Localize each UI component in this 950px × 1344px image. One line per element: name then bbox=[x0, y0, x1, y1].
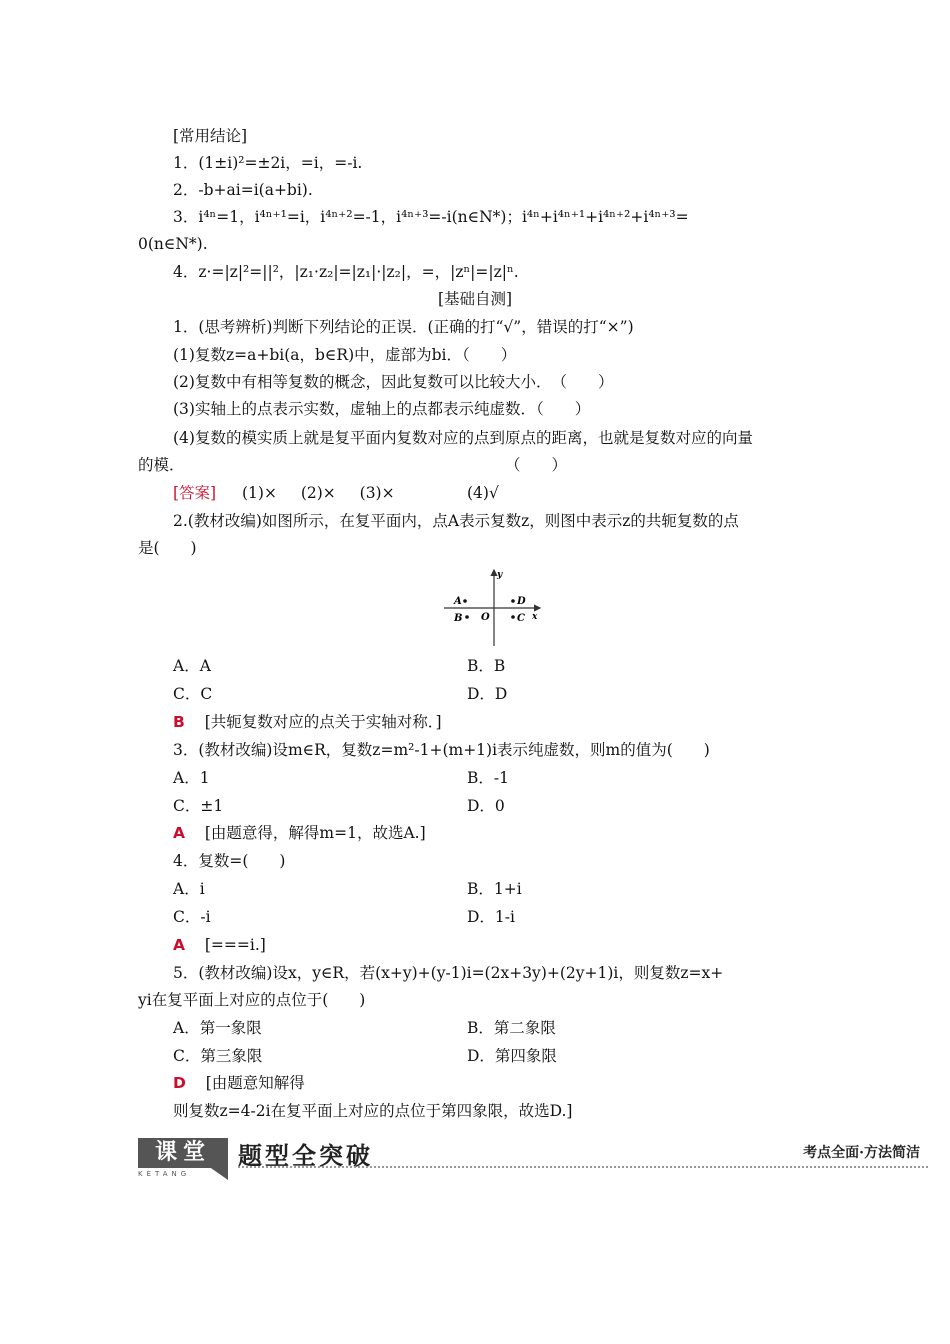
banner-badge-sub: KETANG bbox=[138, 1170, 191, 1178]
q1-part-4-cont: 的模． bbox=[138, 456, 185, 474]
q1-part-4-paren: （ ） bbox=[505, 456, 568, 474]
q1-stem: 1．(思考辨析)判断下列结论的正误．(正确的打“√”，错误的打“×”) bbox=[173, 318, 634, 336]
q5-option-d: D．第四象限 bbox=[467, 1047, 557, 1065]
complex-plane-figure bbox=[440, 566, 546, 648]
q1-answer-3: (3)× bbox=[359, 484, 395, 502]
point-C-label: C bbox=[517, 613, 525, 624]
q3-option-c: C．±1 bbox=[173, 797, 224, 815]
conclusion-item-3-cont: 0(n∈N*). bbox=[138, 235, 208, 253]
q1-part-1: (1)复数z=a+bi(a，b∈R)中，虚部为bi．（ ） bbox=[173, 346, 517, 364]
q4-answer bbox=[173, 935, 266, 955]
q4-option-c: C．-i bbox=[173, 908, 211, 926]
q5-stem-2: yi在复平面上对应的点位于( ) bbox=[138, 991, 366, 1009]
conclusion-item-1: 1．(1±i)²=±2i，=i，=-i. bbox=[173, 154, 363, 172]
q2-option-b: B．B bbox=[467, 657, 506, 675]
q1-part-4: (4)复数的模实质上就是复平面内复数对应的点到原点的距离，也就是复数对应的向量 bbox=[173, 429, 753, 447]
q5-explanation-2: 则复数z=4-2i在复平面上对应的点位于第四象限，故选D.] bbox=[173, 1102, 573, 1120]
point-D-label: D bbox=[517, 596, 526, 607]
q5-option-c: C．第三象限 bbox=[173, 1047, 263, 1065]
q4-option-d: D．1-i bbox=[467, 908, 515, 926]
x-axis-label: x bbox=[532, 612, 538, 622]
q2-stem-2: 是( ) bbox=[138, 539, 197, 557]
q4-explanation: [===i.] bbox=[204, 936, 266, 954]
q1-answer-row bbox=[173, 483, 395, 503]
answer-label: [答案] bbox=[173, 484, 217, 502]
q1-part-3: (3)实轴上的点表示实数，虚轴上的点都表示纯虚数．（ ） bbox=[173, 400, 591, 418]
q3-option-a: A．1 bbox=[173, 769, 210, 787]
q2-option-c: C．C bbox=[173, 685, 213, 703]
q1-answer-4: (4)√ bbox=[467, 484, 499, 502]
banner-badge-tail bbox=[208, 1166, 228, 1180]
q1-answer-1: (1)× bbox=[241, 484, 277, 502]
point-B-label: B bbox=[454, 613, 463, 624]
q5-explanation-1: [由题意知解得 bbox=[205, 1074, 305, 1092]
point-A bbox=[463, 599, 467, 603]
q1-answer-2: (2)× bbox=[300, 484, 336, 502]
q2-explanation: [共轭复数对应的点关于实轴对称．] bbox=[204, 713, 442, 731]
conclusion-item-3: 3．i⁴ⁿ=1，i⁴ⁿ⁺¹=i，i⁴ⁿ⁺²=-1，i⁴ⁿ⁺³=-i(n∈N*)；i⁴ⁿ+i⁴ⁿ⁺¹+i⁴ⁿ⁺²+i⁴ⁿ⁺³= bbox=[173, 208, 689, 226]
q4-answer-letter: A bbox=[173, 936, 185, 954]
point-A-label: A bbox=[454, 596, 462, 607]
q5-stem-1: 5．(教材改编)设x，y∈R，若(x+y)+(y-1)i=(2x+3y)+(2y+1)i，则复数z=x+ bbox=[173, 964, 724, 982]
banner-title: 题型全突破 bbox=[238, 1142, 373, 1170]
q4-option-b: B．1+i bbox=[467, 880, 522, 898]
conclusion-item-2: 2．-b+ai=i(a+bi). bbox=[173, 181, 313, 199]
q3-explanation: [由题意得，解得m=1，故选A.] bbox=[204, 824, 426, 842]
q2-option-d: D．D bbox=[467, 685, 508, 703]
q3-option-b: B．-1 bbox=[467, 769, 509, 787]
q3-answer bbox=[173, 823, 426, 843]
q2-answer bbox=[173, 712, 442, 732]
banner-divider bbox=[238, 1166, 928, 1168]
section-banner bbox=[138, 1136, 928, 1182]
point-B bbox=[465, 615, 469, 619]
point-C bbox=[511, 615, 515, 619]
q5-answer-letter: D bbox=[173, 1074, 186, 1092]
conclusions-heading: [常用结论] bbox=[173, 127, 248, 145]
q3-answer-letter: A bbox=[173, 824, 185, 842]
banner-badge: 课堂 bbox=[138, 1138, 228, 1168]
conclusion-item-4: 4．z·=|z|²=||²，|z₁·z₂|=|z₁|·|z₂|，=，|zⁿ|=|z|ⁿ. bbox=[173, 263, 519, 281]
q4-stem: 4．复数=( ) bbox=[173, 852, 286, 870]
origin-label: O bbox=[481, 612, 490, 623]
q2-option-a: A．A bbox=[173, 657, 211, 675]
banner-tagline: 考点全面·方法简洁 bbox=[803, 1145, 920, 1161]
q3-option-d: D．0 bbox=[467, 797, 505, 815]
q2-answer-letter: B bbox=[173, 713, 185, 731]
q4-option-a: A．i bbox=[173, 880, 205, 898]
q5-option-a: A．第一象限 bbox=[173, 1019, 262, 1037]
q5-answer bbox=[173, 1073, 305, 1093]
q5-option-b: B．第二象限 bbox=[467, 1019, 556, 1037]
self-test-heading: [基础自测] bbox=[437, 290, 513, 308]
y-axis-label: y bbox=[497, 570, 503, 580]
q1-part-2: (2)复数中有相等复数的概念，因此复数可以比较大小． （ ） bbox=[173, 373, 614, 391]
q2-stem-1: 2.(教材改编)如图所示，在复平面内，点A表示复数z，则图中表示z的共轭复数的点 bbox=[173, 512, 739, 530]
q3-stem: 3．(教材改编)设m∈R，复数z=m²-1+(m+1)i表示纯虚数，则m的值为( ) bbox=[173, 741, 710, 759]
point-D bbox=[511, 599, 515, 603]
